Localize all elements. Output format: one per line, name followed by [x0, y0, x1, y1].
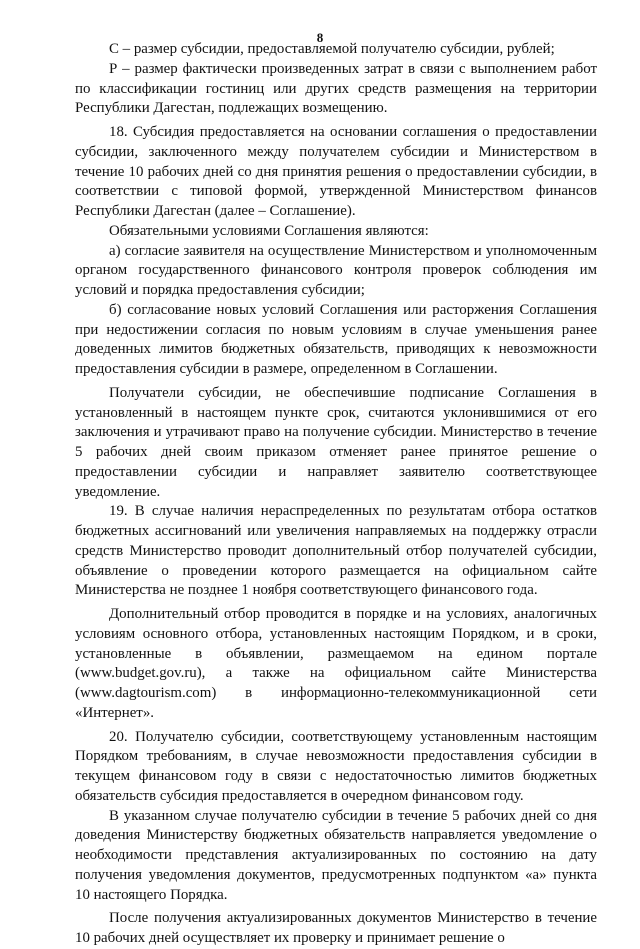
- paragraph-subsidy-size: С – размер субсидии, предоставляемой получателю субсидии, рублей;: [109, 41, 555, 57]
- paragraph-actual-costs: Р – размер фактически произведенных затрат в связи с выполнением работ по классификации гостиниц или других средств размещения на территории Республики Дагестан, подлежащих возмещению.: [75, 60, 597, 117]
- paragraph-additional-selection: Дополнительный отбор проводится в порядке и на условиях, аналогичных условиям основного отбора, установленных настоящим Порядком, и в сроки, установленные в объявлении, размещаемом на едином портале (www.budget.gov.ru), а также на официальном сайте Министерства (www.dagtourism.com) в информационно-телекоммуникационной сети «Интернет».: [75, 606, 597, 721]
- paragraph-condition-b: б) согласование новых условий Соглашения или расторжения Соглашения при недостижении согласия по новым условиям в случае уменьшения ранее доведенных лимитов бюджетных обязательств, приводящих к невозможности предоставления субсидии в размере, определенном в Соглашении.: [75, 301, 597, 377]
- page-number: 8: [316, 30, 324, 45]
- paragraph-item-18: 18. Субсидия предоставляется на основании соглашения о предоставлении субсидии, заключенного между получателем субсидии и Министерством в течение 10 рабочих дней со дня принятия решения о предоставлении субсидии, в соответствии с типовой формой, утвержденной Министерством финансов Республики Дагестан (далее – Соглашение).: [75, 124, 597, 219]
- document-body: [75, 40, 597, 949]
- paragraph-notification: В указанном случае получателю субсидии в течение 5 рабочих дней со дня доведения Министерству бюджетных обязательств направляется уведомление о необходимости представления актуализированных по состоянию на дату получения уведомления документов, предусмотренных подпунктом «а» пункта 10 настоящего Порядка.: [75, 807, 597, 903]
- paragraph-condition-a: а) согласие заявителя на осуществление Министерством и уполномоченным органом государственного финансового контроля проверок соблюдения им условий и порядка предоставления субсидии;: [75, 242, 597, 298]
- paragraph-verification: После получения актуализированных документов Министерство в течение 10 рабочих дней осуществляет их проверку и принимает решение о: [75, 910, 597, 946]
- paragraph-item-19: 19. В случае наличия нераспределенных по результатам отбора остатков бюджетных ассигнований или увеличения направляемых на поддержку отрасли средств Министерство проводит дополнительный отбор получателей субсидии, объявление о проведении которого размещается на официальном сайте Министерства не позднее 1 ноября соответствующего финансового года.: [75, 503, 597, 599]
- paragraph-mandatory-conditions: Обязательными условиями Соглашения являются:: [109, 222, 429, 239]
- paragraph-item-20: 20. Получателю субсидии, соответствующему установленным настоящим Порядком требованиям, в случае невозможности предоставления субсидии в текущем финансовом году в связи с недостаточностью лимитов бюджетных обязательств субсидия предоставляется в очередном финансовом году.: [75, 728, 597, 804]
- paragraph-evasion: Получатели субсидии, не обеспечившие подписание Соглашения в установленный в настоящем пункте срок, считаются уклонившимися от его заключения и утрачивают право на получение субсидии. Министерство в течение 5 рабочих дней своим приказом отменяет ранее принятое решение о предоставлении субсидии и направляет заявителю соответствующее уведомление.: [75, 384, 597, 500]
